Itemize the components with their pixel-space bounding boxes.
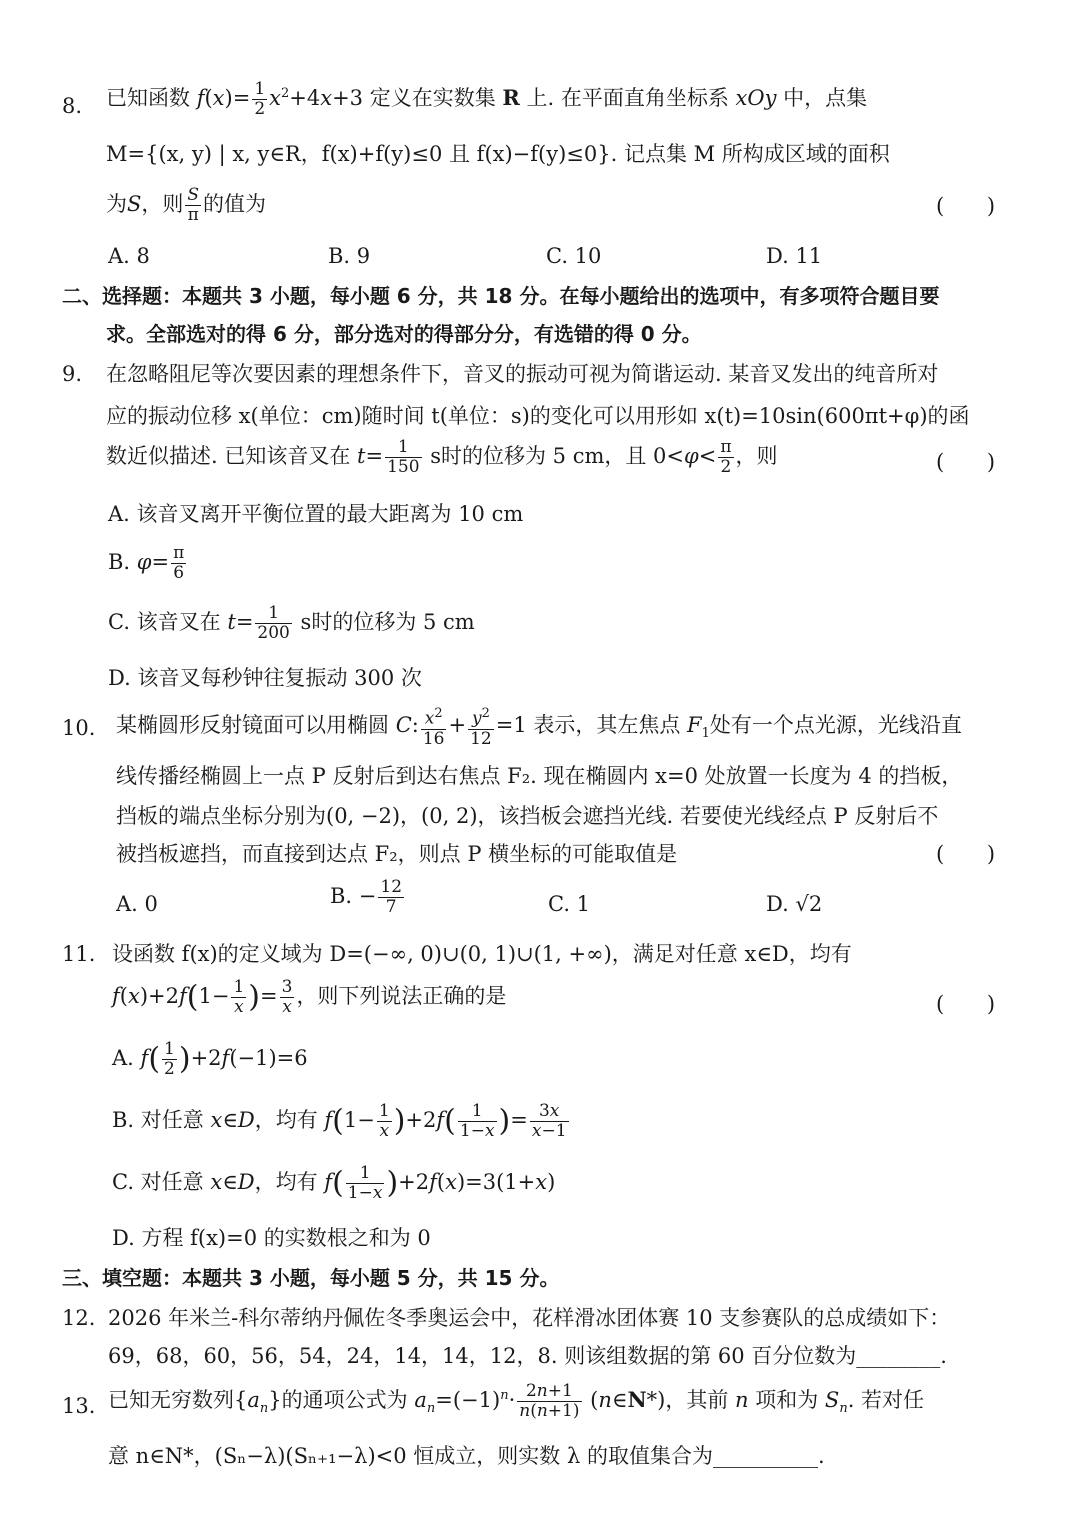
option-b: B. − $\frac{12}{7}$	[330, 877, 403, 917]
option-a: A. f( $\frac{1}{2}$ )+2f(−1)=6	[112, 1039, 308, 1079]
question-9-line-3: 数近似描述. 已知该音叉在 t= $\frac{1}{150}$ s时的位移为 5 cm，且 0<φ< $\frac{\pi}{2}$ ，则	[106, 437, 778, 477]
option-c: C. 对任意 x∈D，均有 f( $\frac{1}{1-x}$ )+2f(x)=3(1+x)	[112, 1163, 556, 1203]
question-13-line-2: 意 n∈N*，(Sₙ−λ)(Sₙ₊₁−λ)<0 恒成立，则实数 λ 的取值集合为__________.	[108, 1444, 825, 1468]
option-a: A. 8	[108, 244, 150, 268]
question-number: 9.	[62, 362, 83, 386]
question-12-line-1: 2026 年米兰-科尔蒂纳丹佩佐冬季奥运会中，花样滑冰团体赛 10 支参赛队的总成绩如下：	[108, 1306, 951, 1330]
section-3-heading: 三、填空题：本题共 3 小题，每小题 5 分，共 15 分。	[62, 1266, 560, 1290]
section-2-line-2: 求。全部选对的得 6 分，部分选对的得部分分，有选错的得 0 分。	[106, 322, 702, 346]
option-c: C. 该音叉在 t= $\frac{1}{200}$ s时的位移为 5 cm	[108, 603, 475, 643]
question-number: 11.	[62, 942, 96, 966]
option-b: B. 9	[328, 244, 371, 268]
question-number: 12.	[62, 1306, 96, 1330]
question-8-line-3: 为S，则 $\frac{S}{\pi}$ 的值为	[106, 185, 267, 225]
answer-paren: ( )	[936, 194, 1014, 218]
answer-paren: ( )	[936, 450, 1014, 474]
question-10-line-1: 某椭圆形反射镜面可以用椭圆 C: $\frac{x^2}{16}$ + $\frac{y^2}{12}$ =1 表示，其左焦点 $F_1$处有一个点光源，光线沿直	[116, 706, 962, 749]
question-10-line-2: 线传播经椭圆上一点 P 反射后到达右焦点 F₂. 现在椭圆内 x=0 处放置一长度为 4 的挡板，	[116, 764, 963, 788]
option-c: C. 1	[548, 892, 591, 916]
option-a: A. 0	[116, 892, 158, 916]
answer-paren: ( )	[936, 992, 1014, 1016]
option-d: D. √2	[766, 892, 823, 916]
section-2-line-1: 二、选择题：本题共 3 小题，每小题 6 分，共 18 分。在每小题给出的选项中，有多项符合题目要	[62, 284, 940, 308]
option-b: B. 对任意 x∈D，均有 f(1− $\frac{1}{x}$ )+2f( $\frac{1}{1-x}$ )= $\frac{3x}{x-1}$	[112, 1101, 567, 1141]
question-9-line-2: 应的振动位移 x(单位：cm)随时间 t(单位：s)的变化可以用形如 x(t)=10sin(600πt+φ)的函	[106, 404, 970, 428]
question-number: 8.	[62, 94, 83, 118]
question-11-line-1: 设函数 f(x)的定义域为 D=(−∞, 0)∪(0, 1)∪(1, +∞)，满足对任意 x∈D，均有	[112, 942, 852, 966]
option-d: D. 11	[766, 244, 823, 268]
option-d: D. 该音叉每秒钟往复振动 300 次	[108, 666, 422, 690]
option-a: A. 该音叉离开平衡位置的最大距离为 10 cm	[108, 502, 524, 526]
option-b: B. φ= $\frac{\pi}{6}$	[108, 543, 185, 583]
question-number: 10.	[62, 716, 96, 740]
question-8-line-1: 已知函数 f(x)= $\frac{1}{2}$ $x^2+4x+3$ 定义在实数集 R 上. 在平面直角坐标系 xOy 中，点集	[106, 79, 868, 119]
answer-paren: ( )	[936, 842, 1014, 866]
question-12-line-2: 69，68，60，56，54，24，14，14，12，8. 则该组数据的第 60 百分位数为________.	[108, 1344, 947, 1368]
question-13-line-1: 已知无穷数列$\{a_n\}$的通项公式为 $a_n=(-1)^n\cdot$ $\frac{2n+1}{n(n+1)}$ (n∈N*)，其前 n 项和为 $S_n$. 若对任	[108, 1381, 925, 1421]
question-number: 13.	[62, 1394, 96, 1418]
option-d: D. 方程 f(x)=0 的实数根之和为 0	[112, 1226, 431, 1250]
question-9-line-1: 在忽略阻尼等次要因素的理想条件下，音叉的振动可视为简谐运动. 某音叉发出的纯音所对	[106, 362, 939, 386]
question-10-line-3: 挡板的端点坐标分别为(0, −2)，(0, 2)，该挡板会遮挡光线. 若要使光线经点 P 反射后不	[116, 804, 939, 828]
question-10-line-4: 被挡板遮挡，而直接到达点 F₂，则点 P 横坐标的可能取值是	[116, 842, 678, 866]
question-11-line-2: f(x)+2f(1− $\frac{1}{x}$ )= $\frac{3}{x}$ ，则下列说法正确的是	[112, 977, 507, 1017]
question-8-line-2: M={(x, y) | x, y∈R，f(x)+f(y)≤0 且 f(x)−f(y)≤0}. 记点集 M 所构成区域的面积	[106, 142, 890, 166]
option-c: C. 10	[546, 244, 602, 268]
